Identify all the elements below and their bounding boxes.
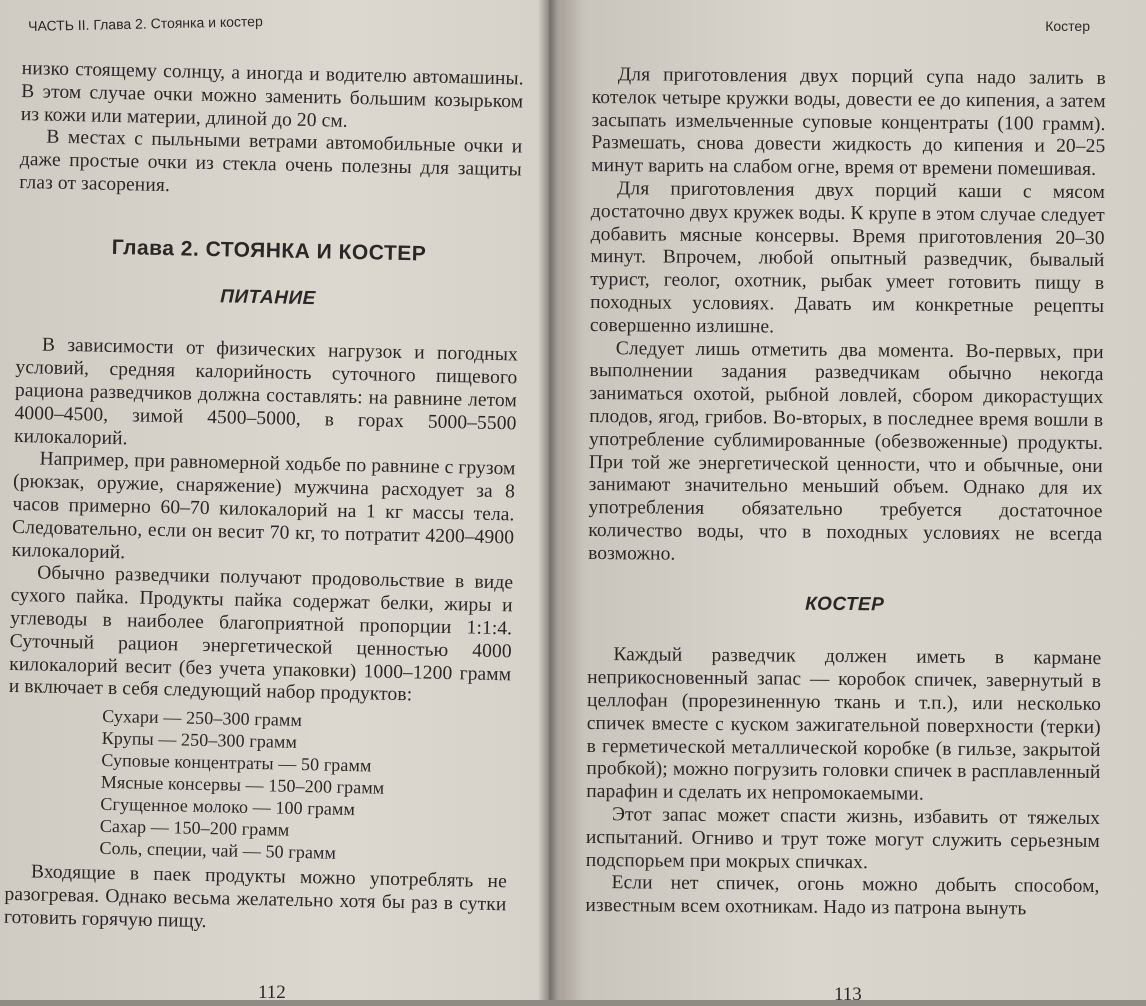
list-item: Мясные консервы — 150–200 грамм xyxy=(100,771,385,798)
right-page xyxy=(552,0,1146,1005)
paragraph: Для приготовления двух порций каши с мясом достаточно двух кружек воды. К крупе в этом случае следует добавить мясные консервы. Время приготовления 20–30 минут. Впрочем, любой опытный разведчик, бывалый турист, геолог, охотник, рыбак умеет готовить пищу в походных условиях. Давать им конкретные рецепты совершенно излишне. xyxy=(589,178,1106,338)
paragraph: Следует лишь отметить два момента. Во-первых, при выполнении задания разведчикам обычно некогда заниматься охотой, рыбной ловлей, сбором дикорастущих плодов, ягод, грибов. Во-вторых, в последнее время вошли в употребление сублимированные (обезвоженные) продукты. При той же энергетической ценности, что и обычные, они занимают значительно меньший объем. Однако для их употребления обязательно требуется достаточное количество воды, что в походных условиях не всегда возможно. xyxy=(588,337,1104,565)
chapter-title: Глава 2. СТОЯНКА И КОСТЕР xyxy=(111,235,427,266)
paragraph: Если нет спичек, огонь можно добыть способом, известным всем охотникам. Надо из патрона вынуть xyxy=(585,872,1100,920)
food-list xyxy=(99,705,510,868)
paragraph: Обычно разведчики получают продовольствие в виде сухого пайка. Продукты пайка содержат белки, жиры и углеводы в наиболее благоприятной пропорции 1:1:4. Суточный рацион энергетической ценностью 4000 килокалорий весит (без учета упаковки) 1000–1200 грамм и включает в себя следующий набор продуктов: xyxy=(8,562,514,706)
paragraph: Каждый разведчик должен иметь в кармане неприкосновенный запас — коробок спичек, завернутый в целлофан (прорезиненную ткань и т.п.), или несколько спичек вместе с куском зажигательной поверхности (терки) в герметической металлической коробке (в гильзе, закрытой пробкой); можно погрузить головки спичек в расплавленный парафин и сделать их непромокаемыми. xyxy=(586,644,1102,805)
paragraph: Входящие в паек продукты можно употреблять не разогревая. Однако весьма желательно хотя бы раз в сутки готовить горячую пищу. xyxy=(3,861,508,932)
list-item: Соль, специи, чай — 50 грамм xyxy=(99,837,337,863)
page-number: 113 xyxy=(834,984,862,1005)
list-item: Сгущенное молоко — 100 грамм xyxy=(100,793,356,820)
left-page xyxy=(0,0,548,1003)
list-item: Суповые концентраты — 50 грамм xyxy=(101,749,372,776)
list-item: Сахар — 150–200 грамм xyxy=(99,815,290,840)
paragraph: В местах с пыльными ветрами автомобильные очки и даже простые очки из стекла очень полезны для защиты глаз от засорения. xyxy=(19,126,523,197)
paragraph: Например, при равномерной ходьбе по равнине с грузом (рюкзак, оружие, снаряжение) мужчина расходует за 8 часов примерно 60–70 килокалорий на 1 кг массы тела. Следовательно, если он весит 70 кг, то потратит 4200–4900 килокалорий. xyxy=(11,448,516,563)
running-head: Костер xyxy=(1045,18,1090,34)
paragraph: Этот запас может спасти жизнь, избавить от тяжелых испытаний. Огниво и трут тоже могут служить серьезным подспорьем при мокрых спичках. xyxy=(585,804,1101,873)
section-title: КОСТЕР xyxy=(805,593,885,615)
running-head: ЧАСТЬ II. Глава 2. Стоянка и костер xyxy=(28,13,263,34)
list-item: Сухари — 250–300 грамм xyxy=(102,705,303,731)
paragraph: Для приготовления двух порций супа надо залить в котелок четыре кружки воды, довести ее до кипения, а затем засыпать измельченные суповые концентраты (100 грамм). Размешать, снова довести жидкость до кипения и 20–25 минут варить на слабом огне, время от времени помешивая. xyxy=(591,64,1106,181)
left-text-block xyxy=(4,58,524,940)
section-title: ПИТАНИЕ xyxy=(220,285,317,309)
paragraph: В зависимости от физических нагрузок и погодных условий, средняя калорийность суточного пищевого рациона разведчиков должна составлять: на равнине летом 4000–4500, зимой 4500–5000, в горах 5000–5500 килокалорий. xyxy=(13,334,519,449)
right-text-block xyxy=(585,64,1106,922)
paragraph: низко стоящему солнцу, а иногда и водителю автомашины. В этом случае очки можно заменить большим козырьком из кожи или материи, длиной до 20 см. xyxy=(20,58,524,132)
list-item: Крупы — 250–300 грамм xyxy=(101,727,298,753)
page-number: 112 xyxy=(258,982,286,1003)
